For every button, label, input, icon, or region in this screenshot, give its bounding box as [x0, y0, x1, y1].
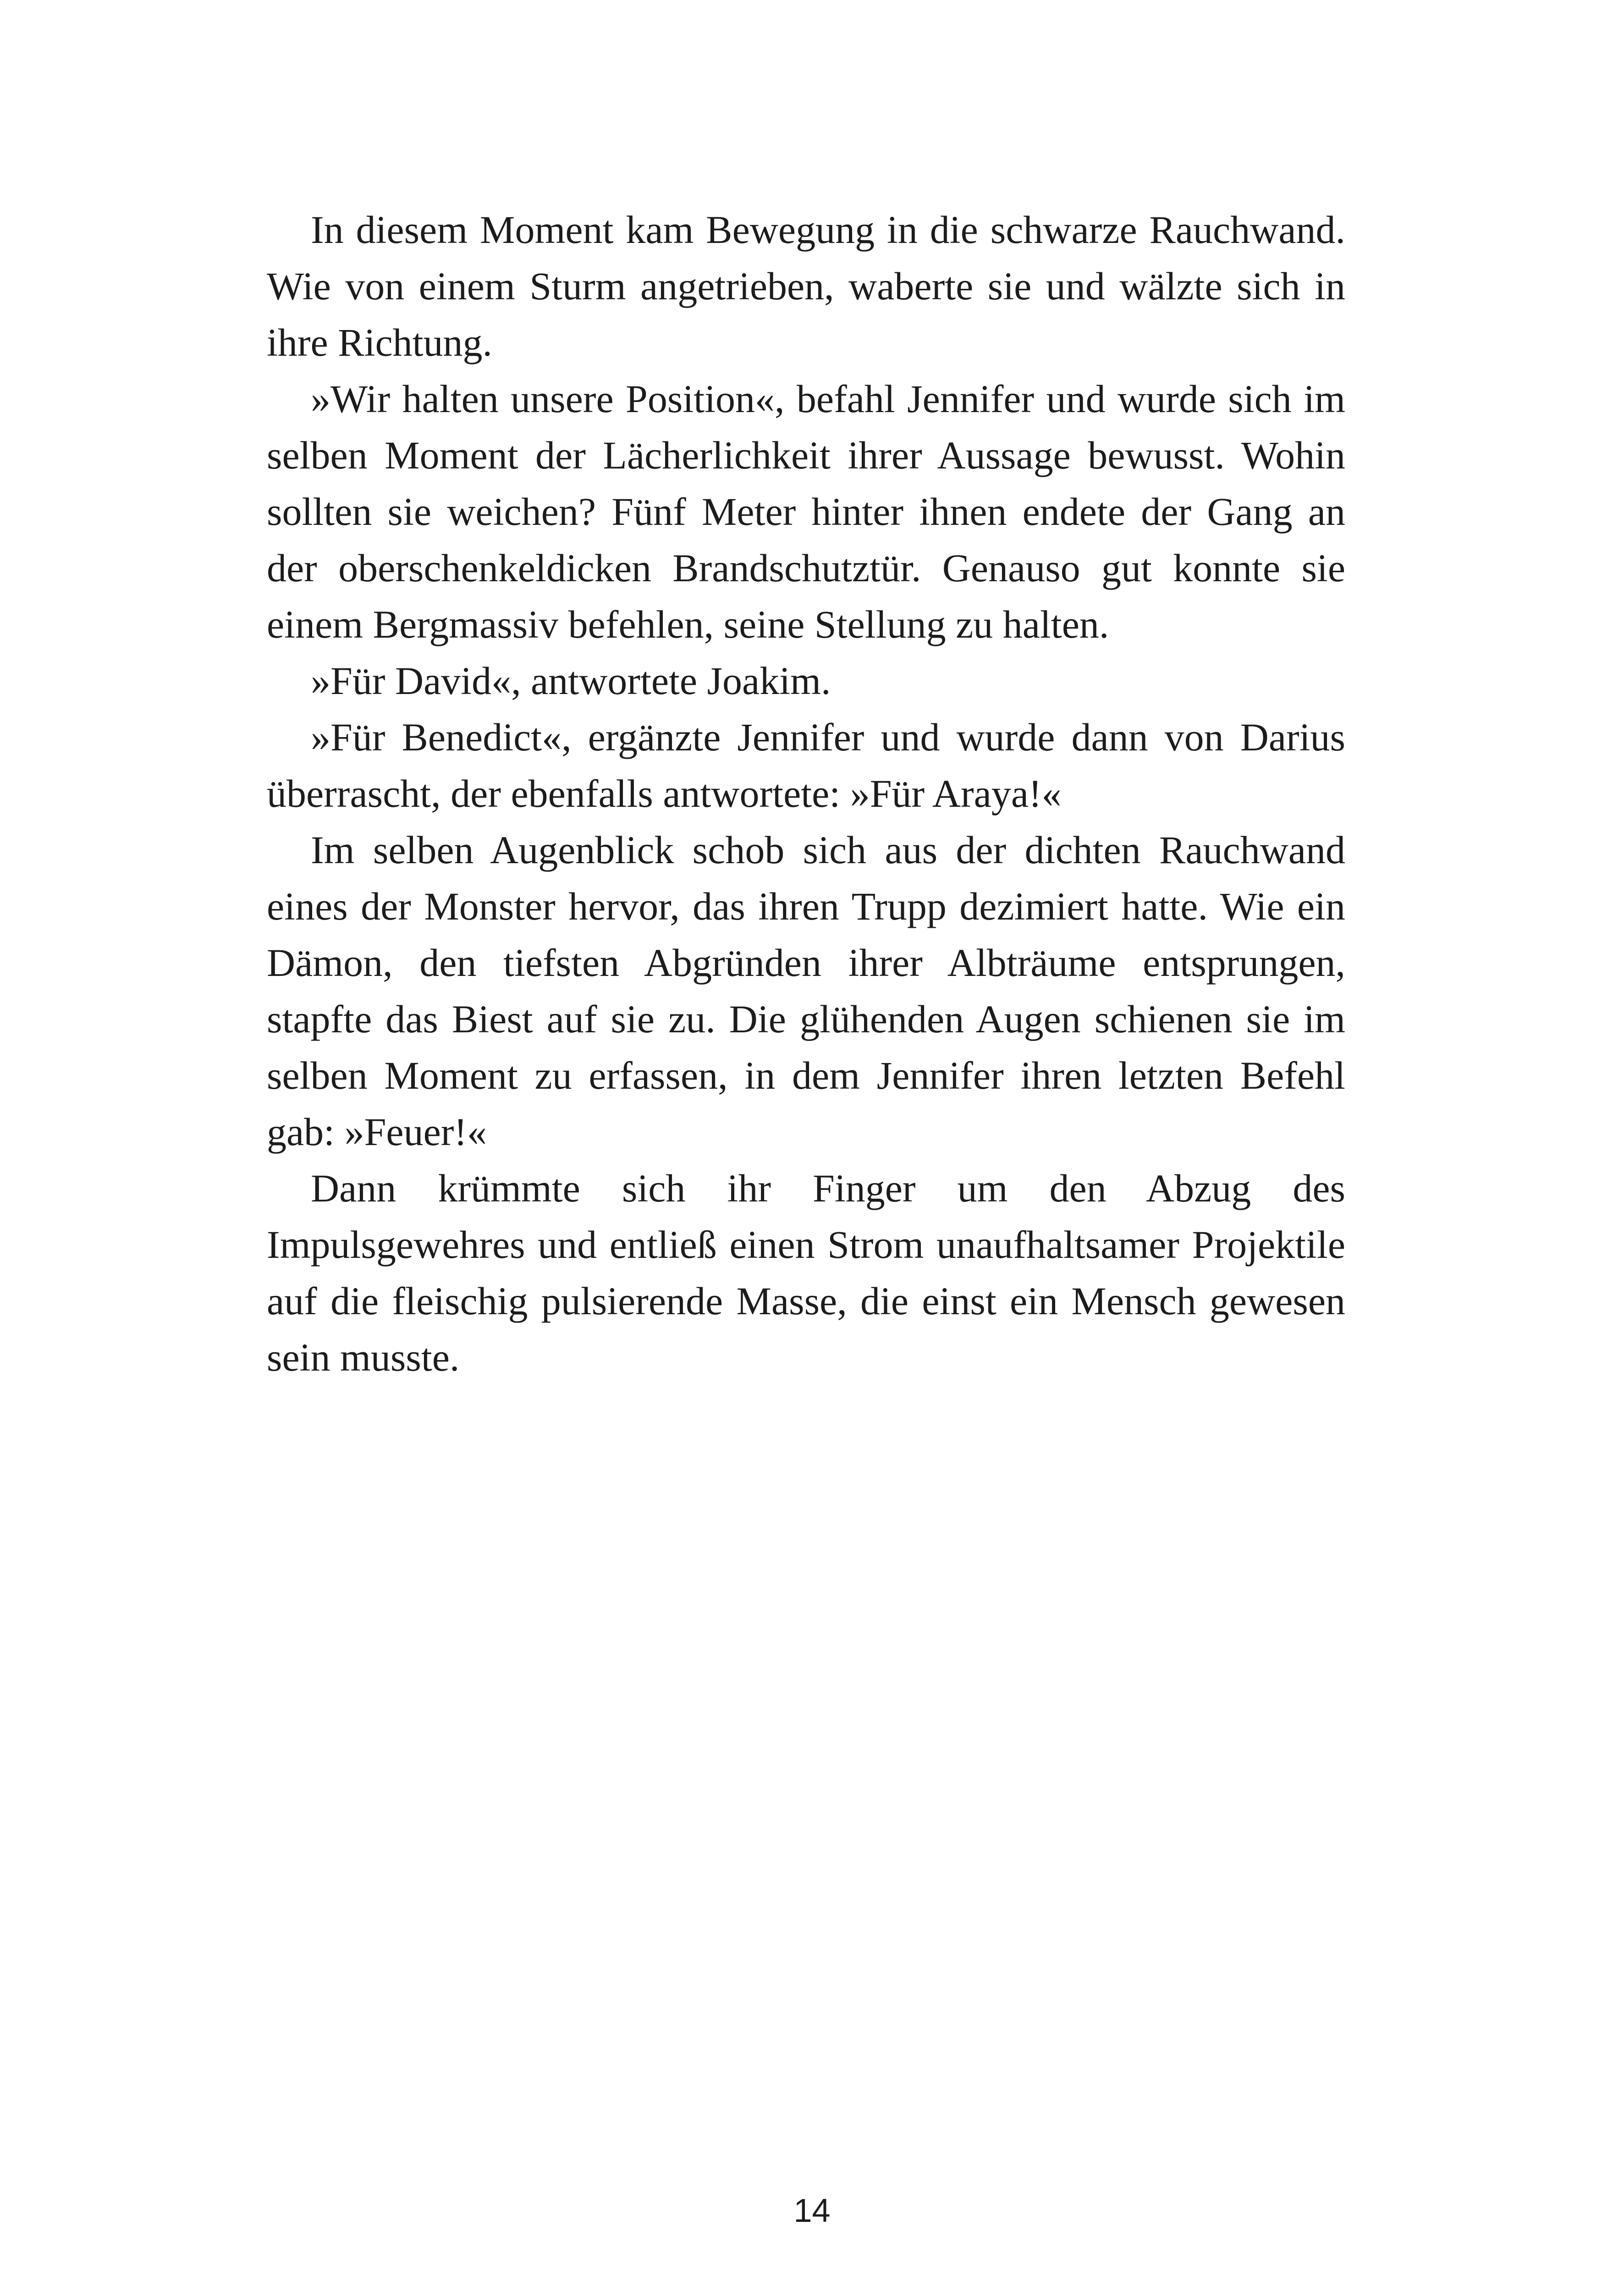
paragraph: Dann krümmte sich ihr Finger um den Abzug des Impulsgewehres und entließ einen Strom unaufhaltsamer Projektile auf die fleischig pulsierende Masse, die einst ein Mensch gewesen sein musste. [267, 1166, 1345, 1379]
paragraph: »Für Benedict«, ergänzte Jennifer und wurde dann von Darius überrascht, der ebenfalls antwortete: »Für Araya!« [267, 715, 1345, 815]
paragraph: Im selben Augenblick schob sich aus der dichten Rauchwand eines der Monster hervor, das ihren Trupp dezimiert hatte. Wie ein Dämon, den tiefsten Abgründen ihrer Albträume entsprungen, stapfte das Biest auf sie zu. Die glühenden Augen schienen sie im selben Moment zu erfassen, in dem Jennifer ihren letzten Befehl gab: »Feuer!« [267, 828, 1345, 1154]
paragraph: In diesem Moment kam Bewegung in die schwarze Rauchwand. Wie von einem Sturm angetrieben, waberte sie und wälzte sich in ihre Richtung. [267, 208, 1345, 364]
paragraph: »Wir halten unsere Position«, befahl Jennifer und wurde sich im selben Moment der Lächerlichkeit ihrer Aussage bewusst. Wohin sollten sie weichen? Fünf Meter hinter ihnen endete der Gang an der oberschenkeldicken Brandschutztür. Genauso gut konnte sie einem Bergmassiv befehlen, seine Stellung zu halten. [267, 377, 1345, 646]
body-text [267, 202, 1345, 1386]
paragraph: »Für David«, antwortete Joakim. [311, 659, 831, 703]
page-number: 14 [793, 2193, 831, 2229]
